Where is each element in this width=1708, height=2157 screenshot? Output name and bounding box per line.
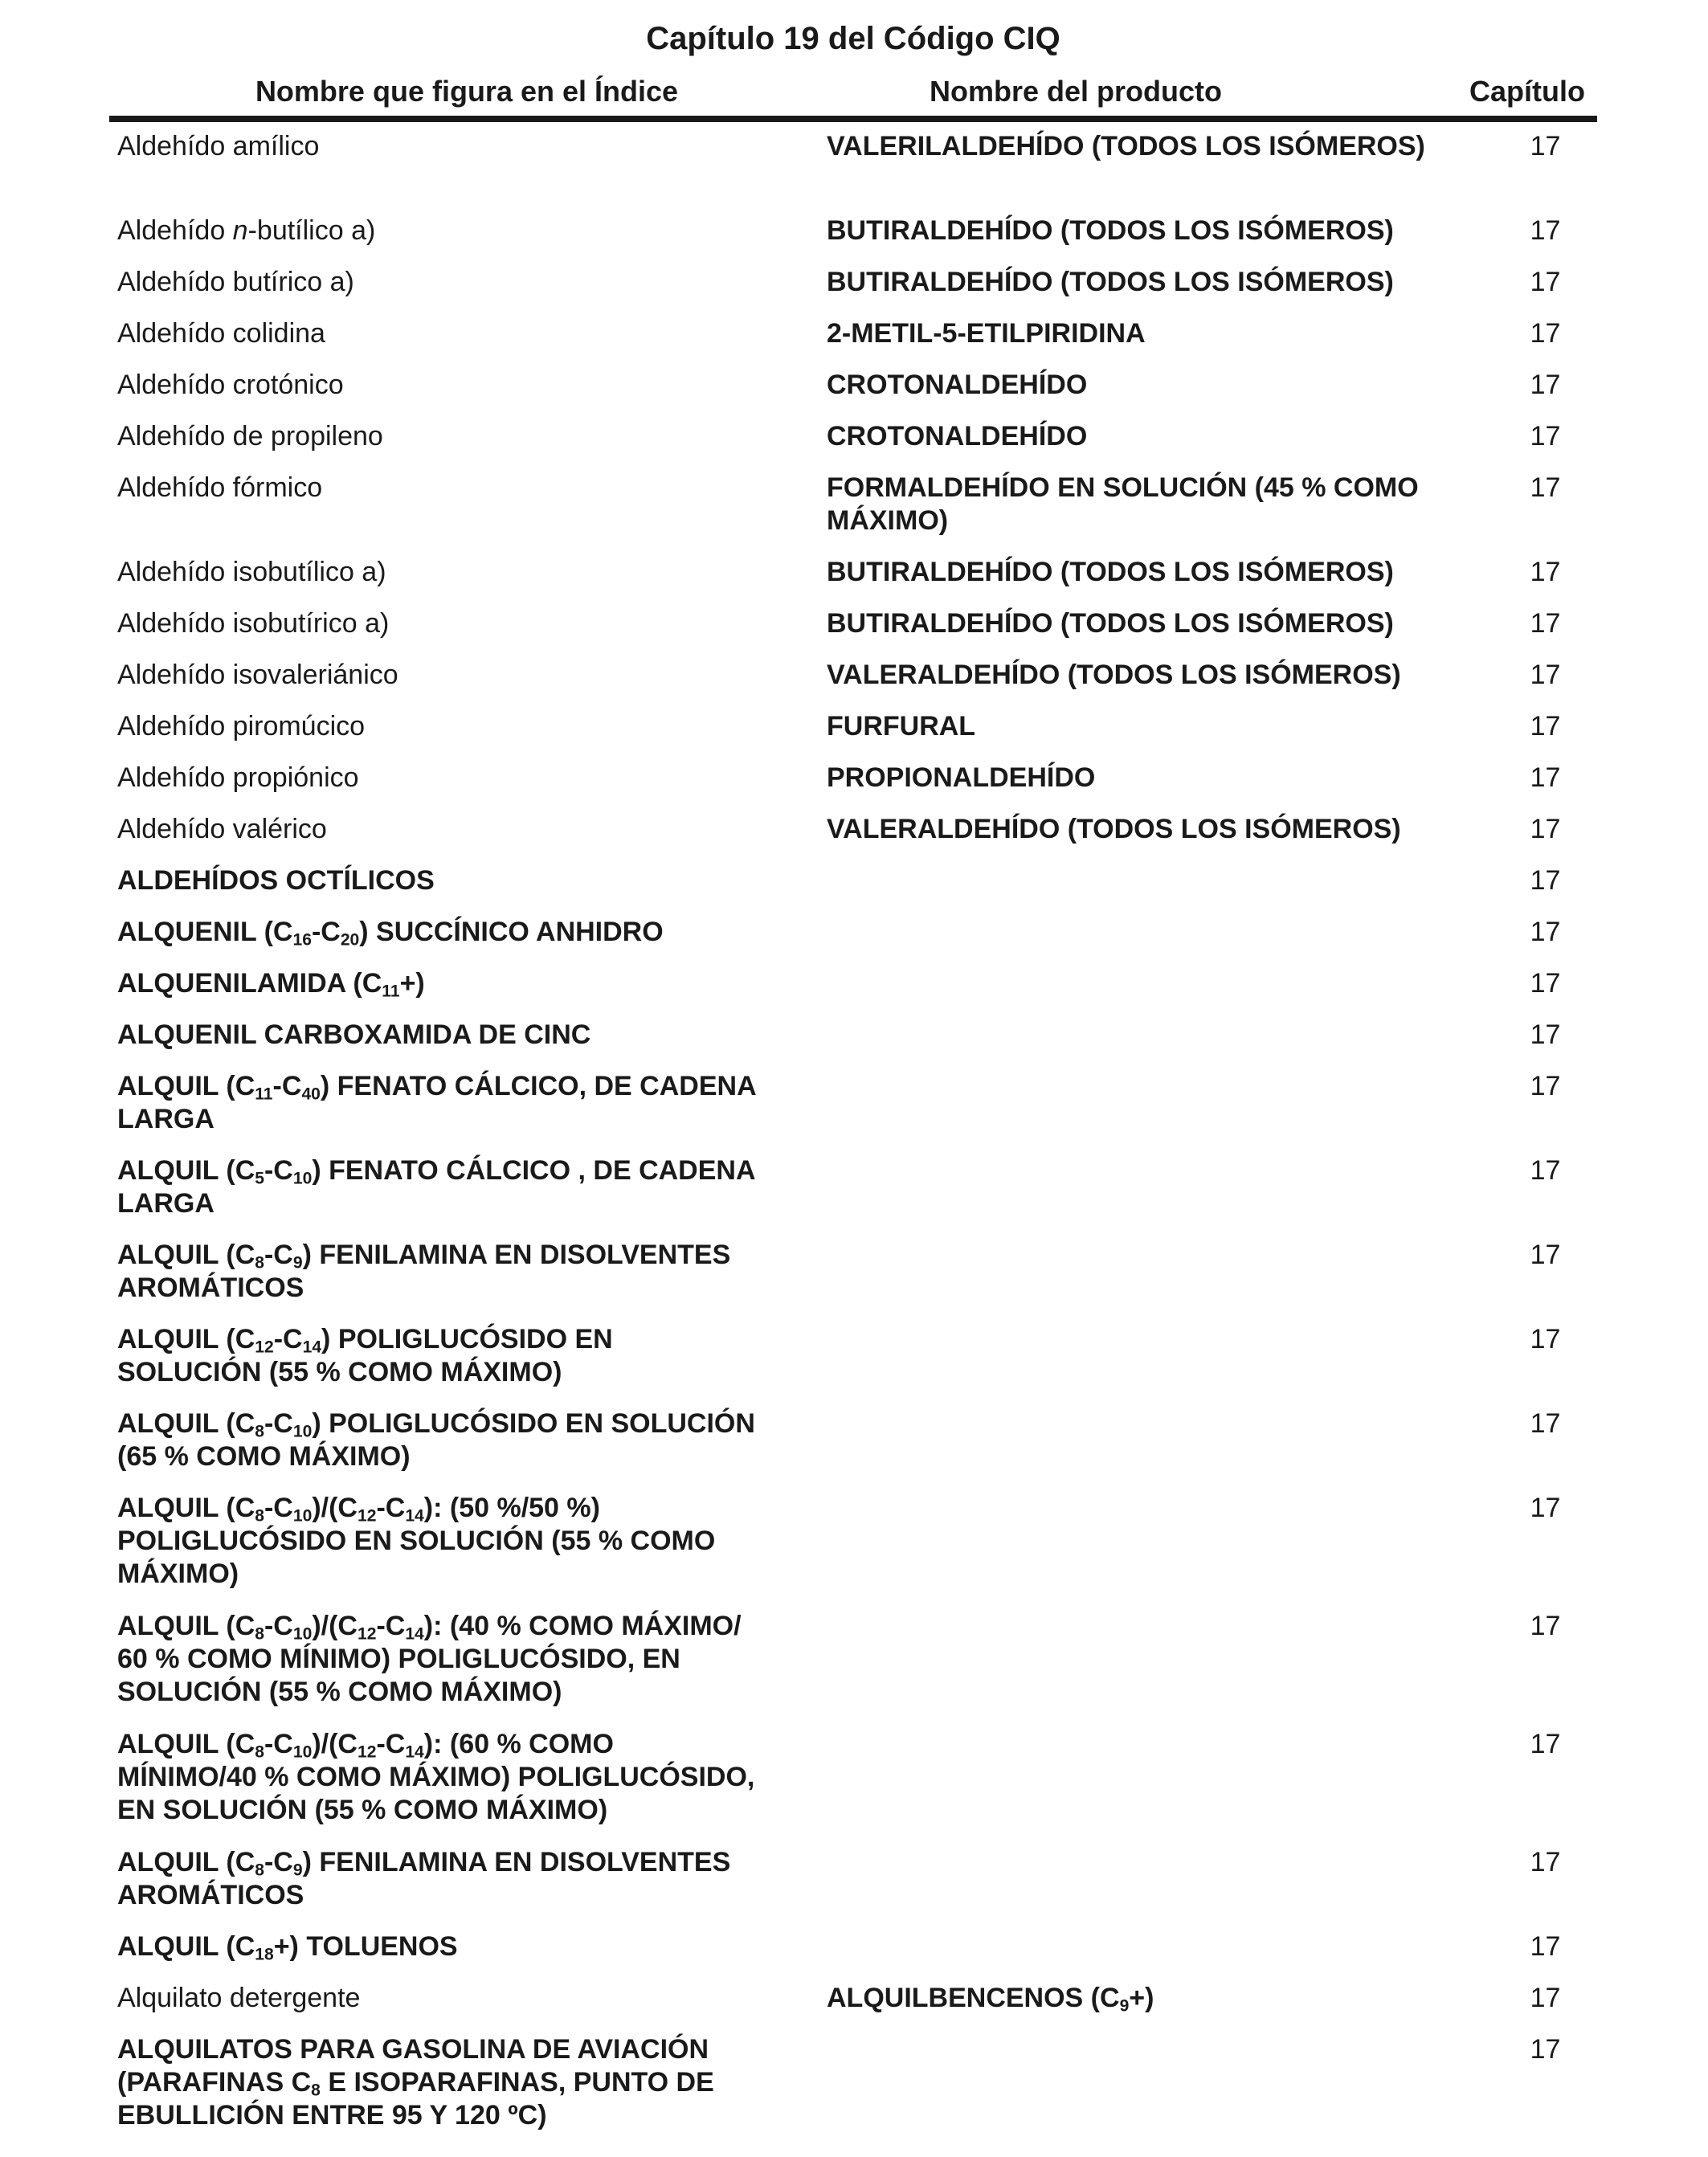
index-name-cell: Aldehído fórmico (117, 472, 323, 503)
chapter-cell: 17 (1530, 318, 1561, 349)
table-row (109, 1838, 1597, 1922)
index-name-cell: Aldehído piromúcico (117, 711, 366, 741)
chapter-cell: 17 (1530, 215, 1561, 246)
header-index-name: Nombre que figura en el Índice (255, 75, 679, 108)
chapter-cell: 17 (1530, 1983, 1561, 2013)
chapter-cell: 17 (1530, 1493, 1561, 1523)
index-name-cell: Aldehído isobutírico a) (117, 608, 390, 639)
index-name-cell: Aldehído de propileno (117, 421, 383, 451)
chapter-cell: 17 (1530, 814, 1561, 844)
index-name-cell: Aldehído isobutílico a) (117, 557, 386, 587)
table-row (109, 702, 1597, 754)
index-name-cell: ALQUIL $(C_8-C_{10})$ POLIGLUCÓSIDO EN SOLUCIÓN (65 % COMO MÁXIMO) (117, 1408, 755, 1472)
table-row (109, 309, 1597, 361)
table-row (109, 1315, 1597, 1399)
index-name-cell: Alquilato detergente (117, 1983, 361, 2013)
table-row (109, 959, 1597, 1011)
table-row (109, 1231, 1597, 1315)
chapter-cell: 17 (1530, 1408, 1561, 1439)
table-row (109, 1484, 1597, 1602)
table-row (109, 1399, 1597, 1484)
index-name-cell: Aldehído n-butílico a) (117, 215, 376, 246)
header-chapter: Capítulo (1469, 75, 1585, 108)
table-row (109, 1720, 1597, 1838)
index-name-cell: ALDEHÍDOS OCTÍLICOS (117, 865, 435, 896)
table-row (109, 599, 1597, 651)
chapter-cell: 17 (1530, 917, 1561, 947)
product-name-cell: 2-METIL-5-ETILPIRIDINA (827, 318, 1146, 349)
index-name-cell: ALQUENIL CARBOXAMIDA DE CINC (117, 1019, 591, 1050)
table-row (109, 1011, 1597, 1062)
product-name-cell: PROPIONALDEHÍDO (827, 762, 1096, 793)
product-name-cell: FORMALDEHÍDO EN SOLUCIÓN (45 % COMO MÁXIMO) (827, 472, 1419, 536)
chapter-cell: 17 (1530, 865, 1561, 896)
table-row (109, 1062, 1597, 1146)
product-name-cell: CROTONALDEHÍDO (827, 421, 1088, 451)
chapter-cell: 17 (1530, 1155, 1561, 1186)
index-name-cell: ALQUIL $(C_8-C_{10})/(C_{12}-C_{14})$: (40 % COMO MÁXIMO/ 60 % COMO MÍNIMO) POLIGLUCÓSIDO, EN SOLUCIÓN (55 % COMO MÁXIMO) (117, 1611, 742, 1707)
index-name-cell: ALQUIL $(C_8-C_{10})/(C_{12}-C_{14})$: (50 %/50 %) POLIGLUCÓSIDO EN SOLUCIÓN (55 % COMO MÁXIMO) (117, 1493, 716, 1589)
chapter-cell: 17 (1530, 1611, 1561, 1641)
chapter-cell: 17 (1530, 370, 1561, 400)
table-row (109, 754, 1597, 805)
table-row (109, 122, 1597, 206)
table-row (109, 1602, 1597, 1720)
page-title: Capítulo 19 del Código CIQ (646, 21, 1060, 56)
index-name-cell: Aldehído isovaleriánico (117, 660, 398, 690)
product-name-cell: VALERILALDEHÍDO (TODOS LOS ISÓMEROS) (827, 131, 1425, 161)
index-name-cell: Aldehído amílico (117, 131, 320, 161)
table-row (109, 206, 1597, 258)
index-name-cell: Aldehído colidina (117, 318, 325, 349)
chapter-cell: 17 (1530, 1847, 1561, 1877)
index-name-cell: ALQUIL $(C_8-C_9)$ FENILAMINA EN DISOLVENTES AROMÁTICOS (117, 1847, 731, 1910)
index-name-cell: ALQUIL $(C_{11}-C_{40})$ FENATO CÁLCICO, DE CADENA LARGA (117, 1071, 756, 1134)
table-row (109, 651, 1597, 702)
table-row (109, 2025, 1597, 2138)
index-name-cell: Aldehído butírico a) (117, 267, 354, 297)
index-name-cell: ALQUIL $(C_{12}-C_{14})$ POLIGLUCÓSIDO EN SOLUCIÓN (55 % COMO MÁXIMO) (117, 1324, 613, 1387)
table-row (109, 1974, 1597, 2025)
document-page (109, 14, 1597, 2138)
product-name-cell: CROTONALDEHÍDO (827, 370, 1088, 400)
chapter-cell: 17 (1530, 131, 1561, 161)
table-row (109, 1146, 1597, 1231)
table-row (109, 361, 1597, 412)
index-name-cell: ALQUILATOS PARA GASOLINA DE AVIACIÓN (PARAFINAS $C_8$ E ISOPARAFINAS, PUNTO DE EBULLICIÓN ENTRE 95 Y 120 ºC) (117, 2034, 714, 2130)
index-name-cell: ALQUIL $(C_8-C_{10})/(C_{12}-C_{14})$: (60 % COMO MÍNIMO/40 % COMO MÁXIMO) POLIGLUCÓSIDO, EN SOLUCIÓN (55 % COMO MÁXIMO) (117, 1729, 755, 1825)
product-name-cell: BUTIRALDEHÍDO (TODOS LOS ISÓMEROS) (827, 215, 1394, 246)
chapter-cell: 17 (1530, 1729, 1561, 1759)
index-name-cell: Aldehído valérico (117, 814, 327, 844)
table-row (109, 464, 1597, 548)
table-row (109, 548, 1597, 599)
product-name-cell: FURFURAL (827, 711, 976, 741)
chapter-cell: 17 (1530, 711, 1561, 741)
product-name-cell: VALERALDEHÍDO (TODOS LOS ISÓMEROS) (827, 660, 1401, 690)
table-body (109, 122, 1597, 2138)
product-name-cell: ALQUILBENCENOS $(C_9+)$ (827, 1983, 1154, 2016)
chapter-cell: 17 (1530, 1240, 1561, 1270)
index-name-cell: ALQUIL $(C_{18}+)$ TOLUENOS (117, 1931, 458, 1964)
header-product-name: Nombre del producto (929, 75, 1222, 108)
chapter-cell: 17 (1530, 968, 1561, 999)
table-row (109, 908, 1597, 959)
chapter-cell: 17 (1530, 267, 1561, 297)
index-name-cell: Aldehído crotónico (117, 370, 344, 400)
chapter-cell: 17 (1530, 2034, 1561, 2065)
product-name-cell: VALERALDEHÍDO (TODOS LOS ISÓMEROS) (827, 814, 1401, 844)
chapter-cell: 17 (1530, 660, 1561, 690)
table-row (109, 258, 1597, 309)
chapter-cell: 17 (1530, 557, 1561, 587)
index-name-cell: ALQUIL $(C_8-C_9)$ FENILAMINA EN DISOLVENTES AROMÁTICOS (117, 1240, 731, 1303)
product-name-cell: BUTIRALDEHÍDO (TODOS LOS ISÓMEROS) (827, 267, 1394, 297)
index-name-cell: ALQUIL $(C_5-C_{10})$ FENATO CÁLCICO , DE CADENA LARGA (117, 1155, 755, 1219)
chapter-cell: 17 (1530, 1071, 1561, 1101)
chapter-cell: 17 (1530, 762, 1561, 793)
table-row (109, 805, 1597, 856)
table-row (109, 1922, 1597, 1974)
chapter-cell: 17 (1530, 472, 1561, 503)
chapter-cell: 17 (1530, 1019, 1561, 1050)
product-name-cell: BUTIRALDEHÍDO (TODOS LOS ISÓMEROS) (827, 608, 1394, 639)
chapter-cell: 17 (1530, 1931, 1561, 1962)
index-name-cell: ALQUENILAMIDA $(C_{11}+)$ (117, 968, 425, 1001)
chapter-cell: 17 (1530, 608, 1561, 639)
table-row (109, 856, 1597, 908)
table-header (109, 63, 1597, 122)
index-name-cell: ALQUENIL $(C_{16}-C_{20})$ SUCCÍNICO ANHIDRO (117, 917, 664, 950)
product-name-cell: BUTIRALDEHÍDO (TODOS LOS ISÓMEROS) (827, 557, 1394, 587)
index-name-cell: Aldehído propiónico (117, 762, 359, 793)
chapter-cell: 17 (1530, 421, 1561, 451)
chapter-cell: 17 (1530, 1324, 1561, 1354)
table-row (109, 412, 1597, 464)
